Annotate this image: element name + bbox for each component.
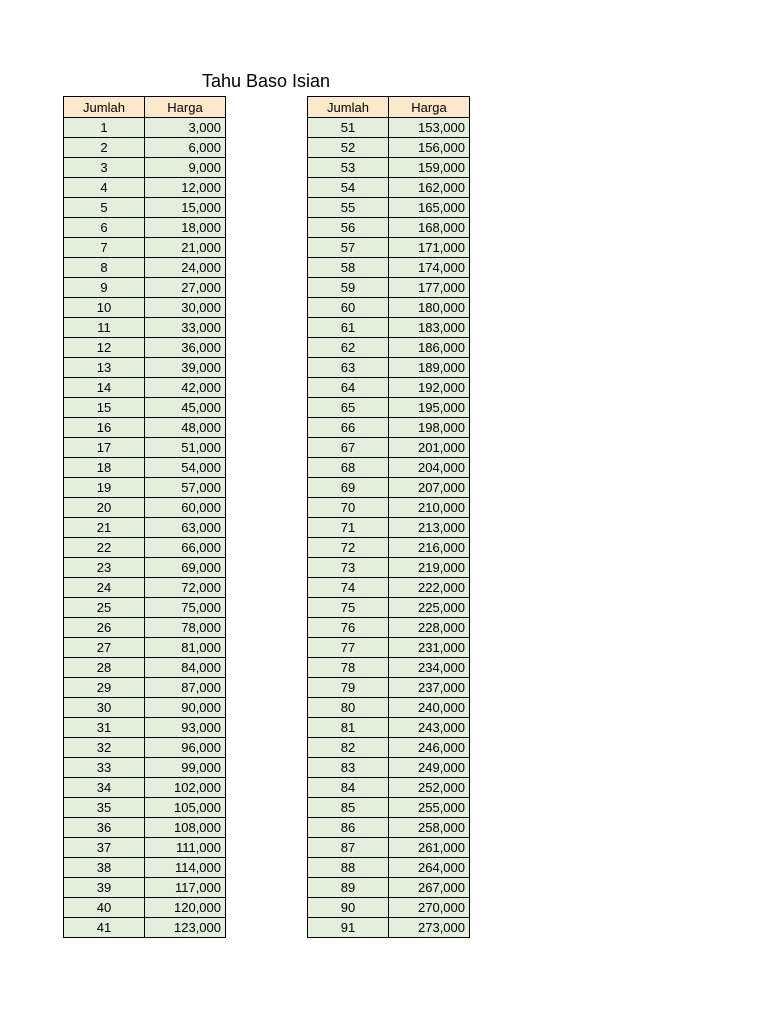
jumlah-cell: 88 <box>308 858 389 878</box>
harga-cell: 36,000 <box>145 338 226 358</box>
table-row <box>308 838 470 858</box>
harga-cell: 180,000 <box>389 298 470 318</box>
harga-cell: 237,000 <box>389 678 470 698</box>
table-row <box>308 318 470 338</box>
harga-cell: 6,000 <box>145 138 226 158</box>
harga-cell: 105,000 <box>145 798 226 818</box>
harga-cell: 117,000 <box>145 878 226 898</box>
table-row <box>308 398 470 418</box>
jumlah-cell: 84 <box>308 778 389 798</box>
table-row <box>308 358 470 378</box>
jumlah-cell: 39 <box>64 878 145 898</box>
harga-cell: 198,000 <box>389 418 470 438</box>
harga-cell: 3,000 <box>145 118 226 138</box>
harga-cell: 264,000 <box>389 858 470 878</box>
harga-cell: 267,000 <box>389 878 470 898</box>
jumlah-cell: 4 <box>64 178 145 198</box>
harga-cell: 27,000 <box>145 278 226 298</box>
jumlah-cell: 33 <box>64 758 145 778</box>
harga-cell: 57,000 <box>145 478 226 498</box>
jumlah-cell: 27 <box>64 638 145 658</box>
harga-cell: 243,000 <box>389 718 470 738</box>
table-row <box>64 618 226 638</box>
table-row <box>64 758 226 778</box>
jumlah-cell: 16 <box>64 418 145 438</box>
harga-cell: 168,000 <box>389 218 470 238</box>
jumlah-cell: 7 <box>64 238 145 258</box>
jumlah-cell: 70 <box>308 498 389 518</box>
harga-cell: 189,000 <box>389 358 470 378</box>
table-row <box>64 378 226 398</box>
jumlah-cell: 11 <box>64 318 145 338</box>
harga-cell: 255,000 <box>389 798 470 818</box>
harga-cell: 174,000 <box>389 258 470 278</box>
jumlah-cell: 77 <box>308 638 389 658</box>
table-row <box>308 238 470 258</box>
jumlah-cell: 32 <box>64 738 145 758</box>
harga-cell: 159,000 <box>389 158 470 178</box>
table-row <box>64 538 226 558</box>
harga-cell: 9,000 <box>145 158 226 178</box>
column-header-jumlah: Jumlah <box>64 97 145 118</box>
jumlah-cell: 51 <box>308 118 389 138</box>
harga-cell: 108,000 <box>145 818 226 838</box>
table-row <box>308 518 470 538</box>
harga-cell: 102,000 <box>145 778 226 798</box>
table-row <box>64 458 226 478</box>
harga-cell: 192,000 <box>389 378 470 398</box>
jumlah-cell: 80 <box>308 698 389 718</box>
table-row <box>64 258 226 278</box>
harga-cell: 60,000 <box>145 498 226 518</box>
jumlah-cell: 1 <box>64 118 145 138</box>
jumlah-cell: 78 <box>308 658 389 678</box>
table-row <box>64 558 226 578</box>
harga-cell: 228,000 <box>389 618 470 638</box>
jumlah-cell: 14 <box>64 378 145 398</box>
jumlah-cell: 20 <box>64 498 145 518</box>
table-row <box>308 578 470 598</box>
table-row <box>64 678 226 698</box>
harga-cell: 261,000 <box>389 838 470 858</box>
harga-cell: 75,000 <box>145 598 226 618</box>
harga-cell: 114,000 <box>145 858 226 878</box>
table-row <box>308 678 470 698</box>
harga-cell: 30,000 <box>145 298 226 318</box>
jumlah-cell: 17 <box>64 438 145 458</box>
harga-cell: 66,000 <box>145 538 226 558</box>
harga-cell: 51,000 <box>145 438 226 458</box>
harga-cell: 246,000 <box>389 738 470 758</box>
table-row <box>308 858 470 878</box>
table-row <box>64 578 226 598</box>
column-header-harga: Harga <box>145 97 226 118</box>
jumlah-cell: 52 <box>308 138 389 158</box>
harga-cell: 120,000 <box>145 898 226 918</box>
jumlah-cell: 54 <box>308 178 389 198</box>
jumlah-cell: 15 <box>64 398 145 418</box>
table-body-left <box>64 118 226 938</box>
harga-cell: 270,000 <box>389 898 470 918</box>
harga-cell: 195,000 <box>389 398 470 418</box>
jumlah-cell: 24 <box>64 578 145 598</box>
harga-cell: 213,000 <box>389 518 470 538</box>
jumlah-cell: 2 <box>64 138 145 158</box>
table-row <box>64 198 226 218</box>
table-row <box>308 658 470 678</box>
table-row <box>308 418 470 438</box>
jumlah-cell: 25 <box>64 598 145 618</box>
jumlah-cell: 34 <box>64 778 145 798</box>
harga-cell: 162,000 <box>389 178 470 198</box>
table-row <box>308 258 470 278</box>
table-row <box>64 278 226 298</box>
harga-cell: 210,000 <box>389 498 470 518</box>
harga-cell: 156,000 <box>389 138 470 158</box>
price-table-left <box>63 96 226 938</box>
jumlah-cell: 75 <box>308 598 389 618</box>
table-row <box>64 878 226 898</box>
table-row <box>64 178 226 198</box>
jumlah-cell: 71 <box>308 518 389 538</box>
harga-cell: 204,000 <box>389 458 470 478</box>
harga-cell: 33,000 <box>145 318 226 338</box>
table-body-right <box>308 118 470 938</box>
table-row <box>64 838 226 858</box>
harga-cell: 90,000 <box>145 698 226 718</box>
table-row <box>64 118 226 138</box>
jumlah-cell: 60 <box>308 298 389 318</box>
harga-cell: 222,000 <box>389 578 470 598</box>
jumlah-cell: 40 <box>64 898 145 918</box>
harga-cell: 63,000 <box>145 518 226 538</box>
jumlah-cell: 5 <box>64 198 145 218</box>
table-row <box>308 758 470 778</box>
table-row <box>308 378 470 398</box>
table-row <box>64 398 226 418</box>
harga-cell: 216,000 <box>389 538 470 558</box>
jumlah-cell: 76 <box>308 618 389 638</box>
jumlah-cell: 23 <box>64 558 145 578</box>
table-row <box>308 458 470 478</box>
harga-cell: 201,000 <box>389 438 470 458</box>
jumlah-cell: 81 <box>308 718 389 738</box>
jumlah-cell: 74 <box>308 578 389 598</box>
harga-cell: 252,000 <box>389 778 470 798</box>
jumlah-cell: 19 <box>64 478 145 498</box>
harga-cell: 15,000 <box>145 198 226 218</box>
jumlah-cell: 3 <box>64 158 145 178</box>
jumlah-cell: 29 <box>64 678 145 698</box>
table-row <box>64 918 226 938</box>
jumlah-cell: 62 <box>308 338 389 358</box>
harga-cell: 18,000 <box>145 218 226 238</box>
jumlah-cell: 35 <box>64 798 145 818</box>
jumlah-cell: 53 <box>308 158 389 178</box>
harga-cell: 111,000 <box>145 838 226 858</box>
jumlah-cell: 9 <box>64 278 145 298</box>
harga-cell: 231,000 <box>389 638 470 658</box>
table-row <box>64 238 226 258</box>
jumlah-cell: 18 <box>64 458 145 478</box>
jumlah-cell: 69 <box>308 478 389 498</box>
table-row <box>308 218 470 238</box>
harga-cell: 165,000 <box>389 198 470 218</box>
table-row <box>64 338 226 358</box>
column-header-jumlah: Jumlah <box>308 97 389 118</box>
harga-cell: 45,000 <box>145 398 226 418</box>
jumlah-cell: 91 <box>308 918 389 938</box>
jumlah-cell: 82 <box>308 738 389 758</box>
jumlah-cell: 57 <box>308 238 389 258</box>
harga-cell: 249,000 <box>389 758 470 778</box>
table-row <box>308 798 470 818</box>
table-row <box>64 818 226 838</box>
table-row <box>308 878 470 898</box>
harga-cell: 39,000 <box>145 358 226 378</box>
harga-cell: 207,000 <box>389 478 470 498</box>
jumlah-cell: 30 <box>64 698 145 718</box>
harga-cell: 186,000 <box>389 338 470 358</box>
table-row <box>308 598 470 618</box>
harga-cell: 123,000 <box>145 918 226 938</box>
jumlah-cell: 65 <box>308 398 389 418</box>
harga-cell: 42,000 <box>145 378 226 398</box>
jumlah-cell: 58 <box>308 258 389 278</box>
jumlah-cell: 59 <box>308 278 389 298</box>
harga-cell: 87,000 <box>145 678 226 698</box>
harga-cell: 96,000 <box>145 738 226 758</box>
jumlah-cell: 72 <box>308 538 389 558</box>
harga-cell: 84,000 <box>145 658 226 678</box>
table-row <box>64 858 226 878</box>
table-row <box>308 738 470 758</box>
jumlah-cell: 90 <box>308 898 389 918</box>
jumlah-cell: 10 <box>64 298 145 318</box>
jumlah-cell: 89 <box>308 878 389 898</box>
harga-cell: 273,000 <box>389 918 470 938</box>
table-row <box>64 638 226 658</box>
table-row <box>308 178 470 198</box>
table-row <box>64 518 226 538</box>
table-row <box>308 918 470 938</box>
harga-cell: 183,000 <box>389 318 470 338</box>
jumlah-cell: 61 <box>308 318 389 338</box>
harga-cell: 48,000 <box>145 418 226 438</box>
harga-cell: 177,000 <box>389 278 470 298</box>
table-row <box>308 618 470 638</box>
jumlah-cell: 86 <box>308 818 389 838</box>
harga-cell: 234,000 <box>389 658 470 678</box>
column-header-harga: Harga <box>389 97 470 118</box>
harga-cell: 21,000 <box>145 238 226 258</box>
jumlah-cell: 38 <box>64 858 145 878</box>
jumlah-cell: 28 <box>64 658 145 678</box>
jumlah-cell: 41 <box>64 918 145 938</box>
table-row <box>308 198 470 218</box>
jumlah-cell: 26 <box>64 618 145 638</box>
harga-cell: 12,000 <box>145 178 226 198</box>
harga-cell: 93,000 <box>145 718 226 738</box>
page-title: Tahu Baso Isian <box>201 71 331 91</box>
harga-cell: 99,000 <box>145 758 226 778</box>
jumlah-cell: 68 <box>308 458 389 478</box>
table-row <box>308 298 470 318</box>
jumlah-cell: 8 <box>64 258 145 278</box>
table-row <box>308 278 470 298</box>
harga-cell: 225,000 <box>389 598 470 618</box>
jumlah-cell: 85 <box>308 798 389 818</box>
price-table-right <box>307 96 470 938</box>
harga-cell: 240,000 <box>389 698 470 718</box>
jumlah-cell: 73 <box>308 558 389 578</box>
table-row <box>64 718 226 738</box>
jumlah-cell: 83 <box>308 758 389 778</box>
jumlah-cell: 63 <box>308 358 389 378</box>
table-row <box>308 778 470 798</box>
table-row <box>308 118 470 138</box>
harga-cell: 54,000 <box>145 458 226 478</box>
harga-cell: 153,000 <box>389 118 470 138</box>
table-row <box>64 298 226 318</box>
table-row <box>64 738 226 758</box>
table-row <box>64 218 226 238</box>
jumlah-cell: 55 <box>308 198 389 218</box>
harga-cell: 81,000 <box>145 638 226 658</box>
table-row <box>308 698 470 718</box>
table-row <box>308 718 470 738</box>
table-row <box>64 798 226 818</box>
table-row <box>64 658 226 678</box>
harga-cell: 72,000 <box>145 578 226 598</box>
table-row <box>64 698 226 718</box>
table-row <box>64 418 226 438</box>
table-row <box>308 478 470 498</box>
harga-cell: 78,000 <box>145 618 226 638</box>
table-row <box>308 158 470 178</box>
jumlah-cell: 21 <box>64 518 145 538</box>
jumlah-cell: 79 <box>308 678 389 698</box>
jumlah-cell: 37 <box>64 838 145 858</box>
table-row <box>64 158 226 178</box>
table-row <box>308 898 470 918</box>
jumlah-cell: 56 <box>308 218 389 238</box>
table-row <box>64 318 226 338</box>
jumlah-cell: 67 <box>308 438 389 458</box>
table-row <box>64 778 226 798</box>
jumlah-cell: 13 <box>64 358 145 378</box>
table-header-row <box>308 97 470 118</box>
table-row <box>64 438 226 458</box>
jumlah-cell: 6 <box>64 218 145 238</box>
table-row <box>64 898 226 918</box>
jumlah-cell: 87 <box>308 838 389 858</box>
harga-cell: 24,000 <box>145 258 226 278</box>
table-row <box>64 478 226 498</box>
jumlah-cell: 31 <box>64 718 145 738</box>
harga-cell: 258,000 <box>389 818 470 838</box>
table-row <box>64 358 226 378</box>
table-row <box>64 598 226 618</box>
jumlah-cell: 22 <box>64 538 145 558</box>
table-row <box>308 338 470 358</box>
table-row <box>308 438 470 458</box>
table-row <box>308 818 470 838</box>
jumlah-cell: 36 <box>64 818 145 838</box>
jumlah-cell: 64 <box>308 378 389 398</box>
jumlah-cell: 66 <box>308 418 389 438</box>
table-row <box>308 538 470 558</box>
table-row <box>308 638 470 658</box>
harga-cell: 171,000 <box>389 238 470 258</box>
table-row <box>64 138 226 158</box>
table-header-row <box>64 97 226 118</box>
harga-cell: 219,000 <box>389 558 470 578</box>
table-row <box>64 498 226 518</box>
table-row <box>308 138 470 158</box>
jumlah-cell: 12 <box>64 338 145 358</box>
harga-cell: 69,000 <box>145 558 226 578</box>
table-row <box>308 498 470 518</box>
table-row <box>308 558 470 578</box>
